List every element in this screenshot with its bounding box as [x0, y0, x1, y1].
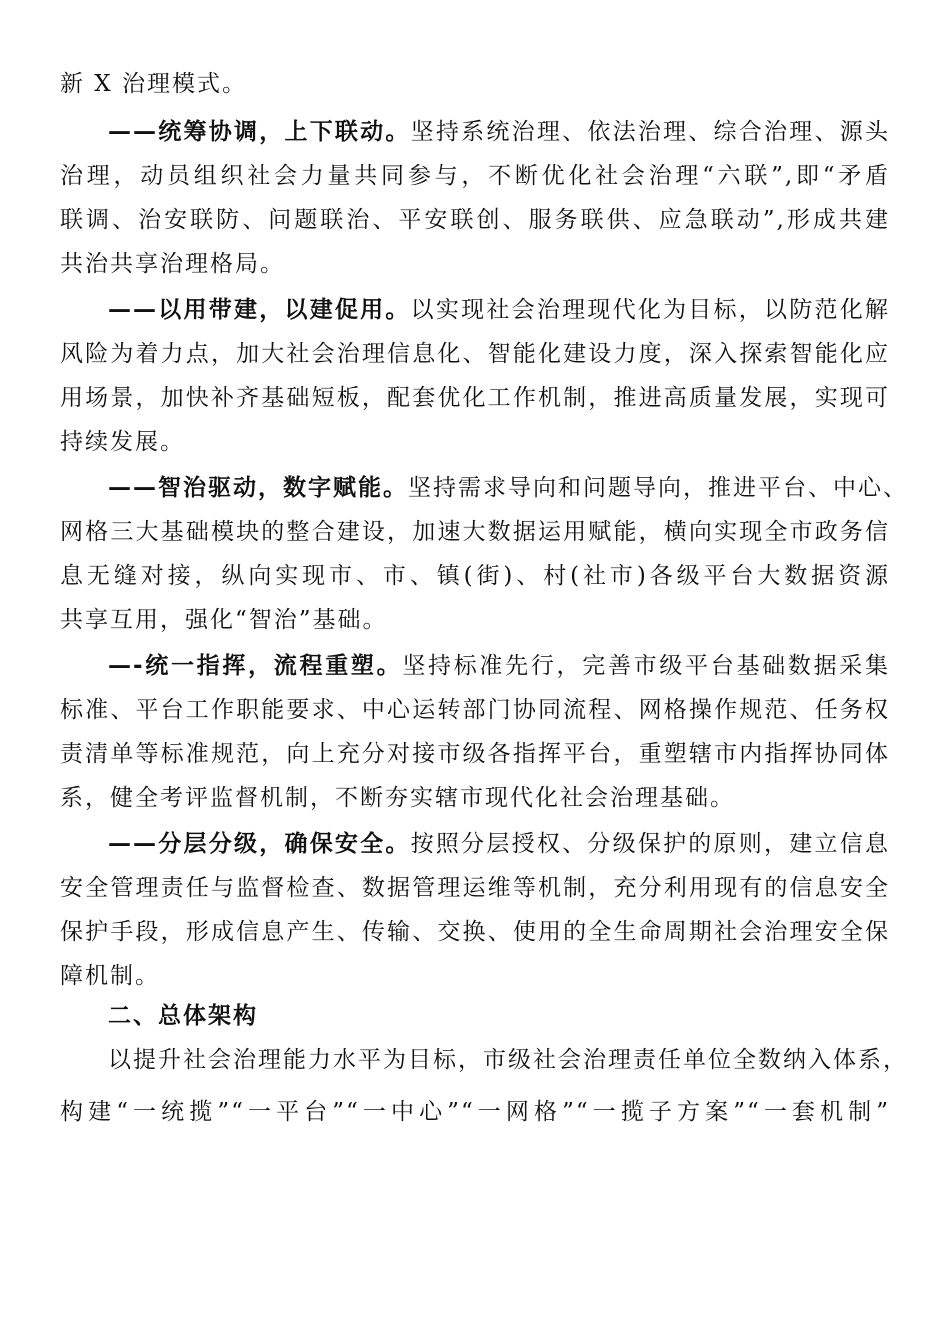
section-heading: 二、总体架构 — [108, 1003, 258, 1029]
section-heading-line — [60, 996, 890, 1036]
paragraph-start-line — [60, 290, 890, 330]
text-line — [60, 868, 890, 908]
line-text: 持续发展。 — [60, 429, 185, 455]
line-text: 共治共享治理格局。 — [60, 251, 285, 277]
paragraph-heading: ——智治驱动，数字赋能。 — [108, 475, 408, 501]
text-line — [60, 378, 890, 418]
line-text: 共享互用，强化“智治”基础。 — [60, 607, 388, 633]
paragraph-start-line — [60, 646, 890, 686]
text-line — [60, 956, 890, 996]
paragraph-heading: ——分层分级，确保安全。 — [108, 831, 411, 857]
paragraph-heading: ——以用带建，以建促用。 — [108, 297, 411, 323]
text-line — [60, 778, 890, 818]
text-line — [60, 64, 890, 104]
line-text: 坚持需求导向和问题导向，推进平台、中心、 — [408, 475, 908, 501]
line-text: 按照分层授权、分级保护的原则，建立信息 — [410, 831, 891, 857]
line-text: 保护手段，形成信息产生、传输、交换、使用的全生命周期社会治理安全保 — [60, 919, 890, 945]
line-text: 网格三大基础模块的整合建设，加速大数据运用赋能，横向实现全市政务信 — [60, 519, 890, 545]
paragraph-start-line — [60, 112, 890, 152]
text-line — [60, 200, 890, 240]
text-line — [60, 512, 890, 552]
line-text: 责清单等标准规范，向上充分对接市级各指挥平台，重塑辖市内指挥协同体 — [60, 741, 890, 767]
paragraph-heading: ——统筹协调，上下联动。 — [108, 119, 411, 145]
line-text: 联调、治安联防、问题联治、平安联创、服务联供、应急联动”,形成共建 — [60, 207, 890, 233]
text-line — [60, 422, 890, 462]
line-text: 障机制。 — [60, 963, 160, 989]
line-text: 安全管理责任与监督检查、数据管理运维等机制，充分利用现有的信息安全 — [60, 875, 890, 901]
text-line — [60, 912, 890, 952]
paragraph-heading: —-统一指挥，流程重塑。 — [108, 653, 403, 679]
line-text: 标准、平台工作职能要求、中心运转部门协同流程、网格操作规范、任务权 — [60, 697, 890, 723]
text-line — [60, 556, 890, 596]
text-line — [60, 600, 890, 640]
line-text: 风险为着力点，加大社会治理信息化、智能化建设力度，深入探索智能化应 — [60, 341, 890, 367]
line-text: 坚持系统治理、依法治理、综合治理、源头 — [410, 119, 891, 145]
paragraph-start-line — [60, 1040, 908, 1080]
line-text: 治理，动员组织社会力量共同参与，不断优化社会治理“六联”,即“矛盾 — [60, 163, 890, 189]
line-text: 息无缝对接，纵向实现市、市、镇(街)、村(社市)各级平台大数据资源 — [60, 563, 890, 589]
line-text: 系，健全考评监督机制，不断夯实辖市现代化社会治理基础。 — [60, 785, 735, 811]
text-line — [60, 334, 890, 374]
line-text: 坚持标准先行，完善市级平台基础数据采集 — [402, 653, 891, 679]
line-text: 以实现社会治理现代化为目标，以防范化解 — [410, 297, 891, 323]
text-line — [60, 156, 890, 196]
text-line — [60, 734, 890, 774]
line-text: 新 X 治理模式。 — [60, 71, 247, 97]
text-line — [60, 690, 890, 730]
line-text: 用场景，加快补齐基础短板，配套优化工作机制，推进高质量发展，实现可 — [60, 385, 890, 411]
text-line — [60, 244, 890, 284]
paragraph-start-line — [60, 824, 890, 864]
line-text: 构建“一统揽”“一平台”“一中心”“一网格”“一揽子方案”“一套机制” — [60, 1099, 890, 1125]
line-text: 以提升社会治理能力水平为目标，市级社会治理责任单位全数纳入体系， — [108, 1047, 908, 1073]
paragraph-start-line — [60, 468, 908, 508]
text-line — [60, 1092, 890, 1132]
